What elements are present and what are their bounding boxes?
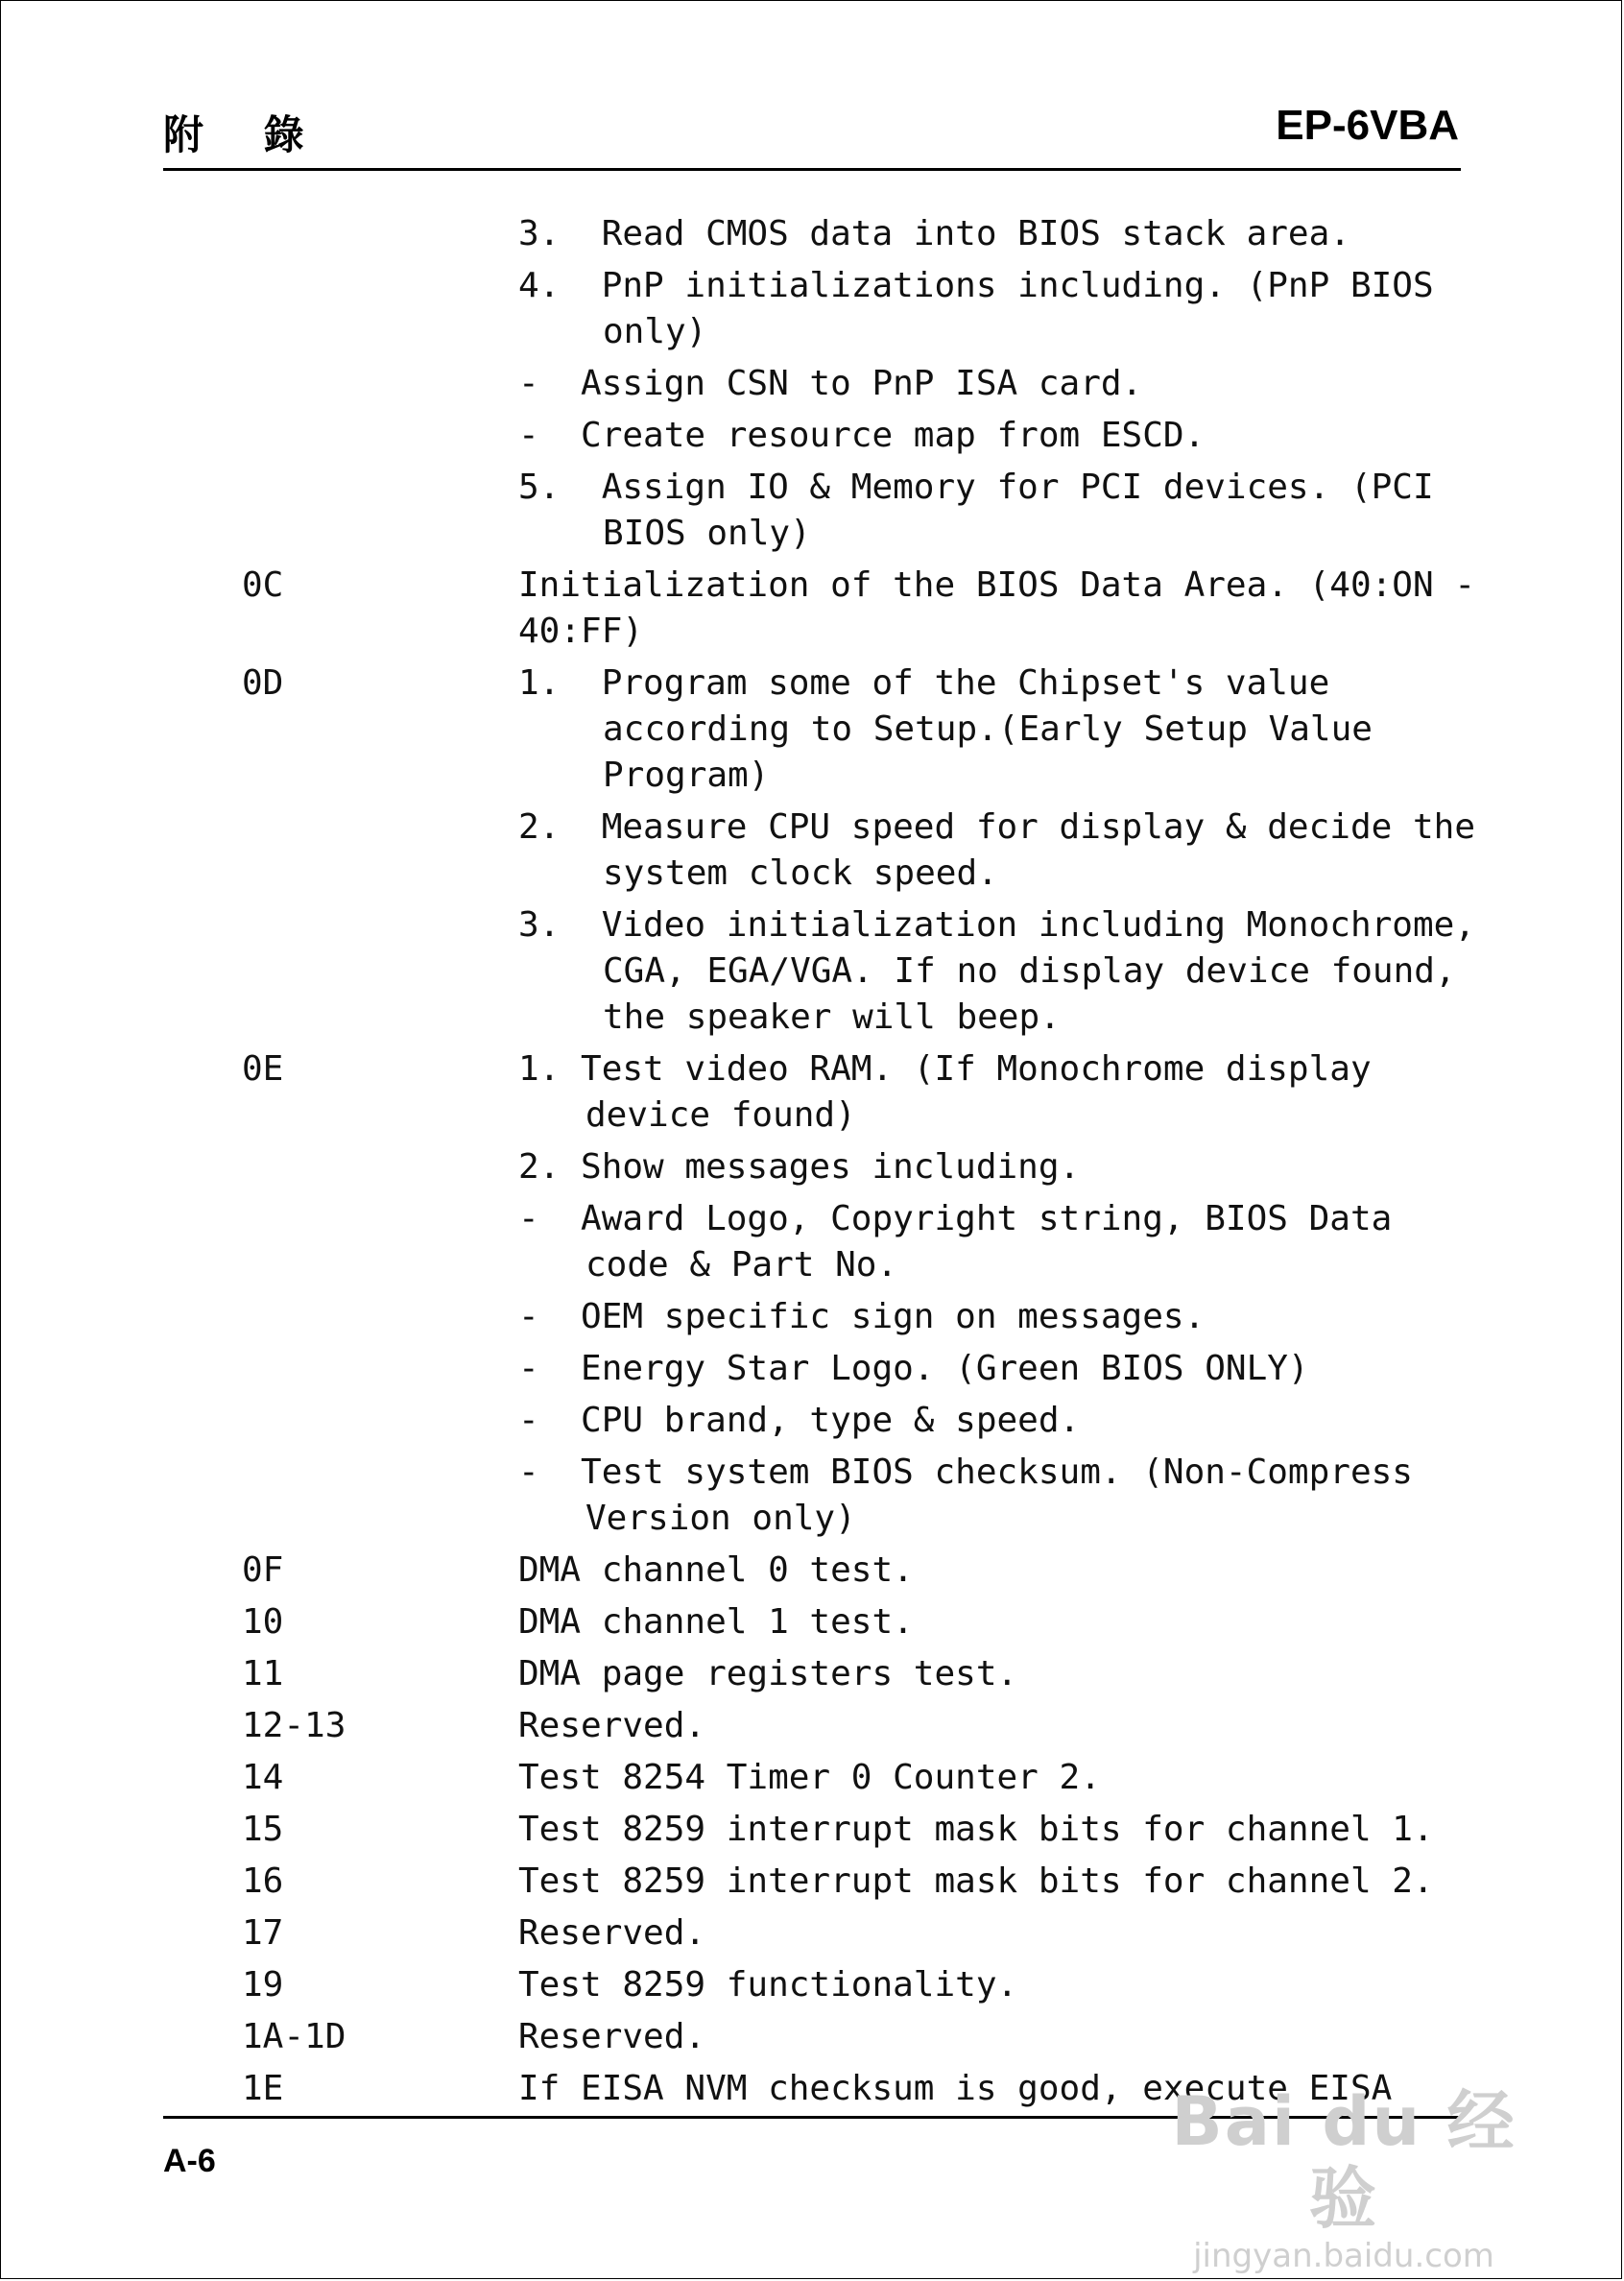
description-line: - Assign CSN to PnP ISA card.: [518, 364, 1143, 403]
post-description: [518, 1962, 1478, 2008]
description-line: 2. Measure CPU speed for display & decide the system clock speed.: [518, 807, 1496, 893]
description-line: 4. PnP initializations including. (PnP BIOS only): [518, 266, 1455, 351]
post-code: 16: [242, 1861, 284, 1901]
post-description: [518, 1046, 1478, 1542]
table-row: [0, 563, 1624, 655]
watermark-url: jingyan.baidu.com: [1193, 2237, 1494, 2275]
post-code: 1A-1D: [242, 2017, 346, 2056]
description-line: Test 8254 Timer 0 Counter 2.: [518, 1758, 1101, 1797]
table-row: [0, 1962, 1624, 2008]
post-description: [518, 1807, 1478, 1853]
post-description: [518, 563, 1496, 655]
description-line: 2. Show messages including.: [518, 1147, 1081, 1187]
post-description: [518, 1910, 1478, 1957]
description-line: Reserved.: [518, 1913, 706, 1953]
description-line: DMA channel 0 test.: [518, 1550, 914, 1590]
post-description: [518, 1651, 1478, 1697]
description-line: - OEM specific sign on messages.: [518, 1297, 1206, 1336]
post-code: 1E: [242, 2069, 284, 2108]
post-code: 17: [242, 1913, 284, 1953]
table-row: [0, 1703, 1624, 1749]
post-code: 19: [242, 1965, 284, 2005]
description-line: 1. Test video RAM. (If Monochrome display device found): [518, 1049, 1393, 1135]
post-description: [518, 1703, 1478, 1749]
post-code-table: [0, 211, 1624, 2118]
table-row: [0, 211, 1624, 557]
description-line: If EISA NVM checksum is good, execute EISA: [518, 2069, 1393, 2108]
post-description: [518, 2014, 1478, 2060]
description-line: 3. Video initialization including Monochrome, CGA, EGA/VGA. If no display device found, the speaker will beep.: [518, 905, 1496, 1037]
model-name: EP-6VBA: [1276, 102, 1459, 149]
description-line: - CPU brand, type & speed.: [518, 1401, 1081, 1440]
table-row: [0, 1859, 1624, 1905]
post-description: [518, 211, 1478, 557]
table-row: [0, 660, 1624, 1041]
post-description: [518, 660, 1496, 1041]
post-code: 0C: [242, 565, 284, 605]
post-code: 0D: [242, 663, 284, 703]
description-line: Initialization of the BIOS Data Area. (40:ON - 40:FF): [518, 565, 1496, 651]
description-line: Test 8259 interrupt mask bits for channel 1.: [518, 1810, 1434, 1849]
description-line: - Test system BIOS checksum. (Non-Compress Version only): [518, 1453, 1434, 1538]
post-code: 10: [242, 1602, 284, 1642]
post-code: 12-13: [242, 1706, 346, 1745]
post-code: 0F: [242, 1550, 284, 1590]
post-description: [518, 1599, 1478, 1645]
description-line: DMA page registers test.: [518, 1654, 1018, 1693]
description-line: - Energy Star Logo. (Green BIOS ONLY): [518, 1349, 1309, 1388]
description-line: 1. Program some of the Chipset's value according to Setup.(Early Setup Value Program): [518, 663, 1394, 795]
description-line: Test 8259 interrupt mask bits for channel 2.: [518, 1861, 1434, 1901]
baidu-watermark-logo: [1152, 2082, 1536, 2275]
post-description: [518, 1859, 1478, 1905]
table-row: [0, 1807, 1624, 1853]
post-description: [518, 1755, 1478, 1801]
table-row: [0, 1755, 1624, 1801]
table-row: [0, 1651, 1624, 1697]
description-line: - Create resource map from ESCD.: [518, 416, 1206, 455]
description-line: 3. Read CMOS data into BIOS stack area.: [518, 214, 1350, 253]
post-code: 14: [242, 1758, 284, 1797]
watermark-main: Bai du 经验: [1171, 2082, 1517, 2238]
post-description: [518, 1548, 1478, 1594]
description-line: DMA channel 1 test.: [518, 1602, 914, 1642]
description-line: 5. Assign IO & Memory for PCI devices. (PCI BIOS only): [518, 468, 1455, 553]
table-row: [0, 1910, 1624, 1957]
table-row: [0, 1599, 1624, 1645]
post-code: 11: [242, 1654, 284, 1693]
section-title: 附 錄: [163, 111, 327, 158]
table-row: [0, 1046, 1624, 1542]
description-line: Test 8259 functionality.: [518, 1965, 1018, 2005]
page-number: A-6: [163, 2143, 216, 2179]
table-row: [0, 1548, 1624, 1594]
post-code: 15: [242, 1810, 284, 1849]
header-rule: [163, 168, 1461, 171]
description-line: Reserved.: [518, 1706, 706, 1745]
post-code: 0E: [242, 1049, 284, 1089]
table-row: [0, 2014, 1624, 2060]
description-line: - Award Logo, Copyright string, BIOS Data code & Part No.: [518, 1199, 1413, 1285]
description-line: Reserved.: [518, 2017, 706, 2056]
